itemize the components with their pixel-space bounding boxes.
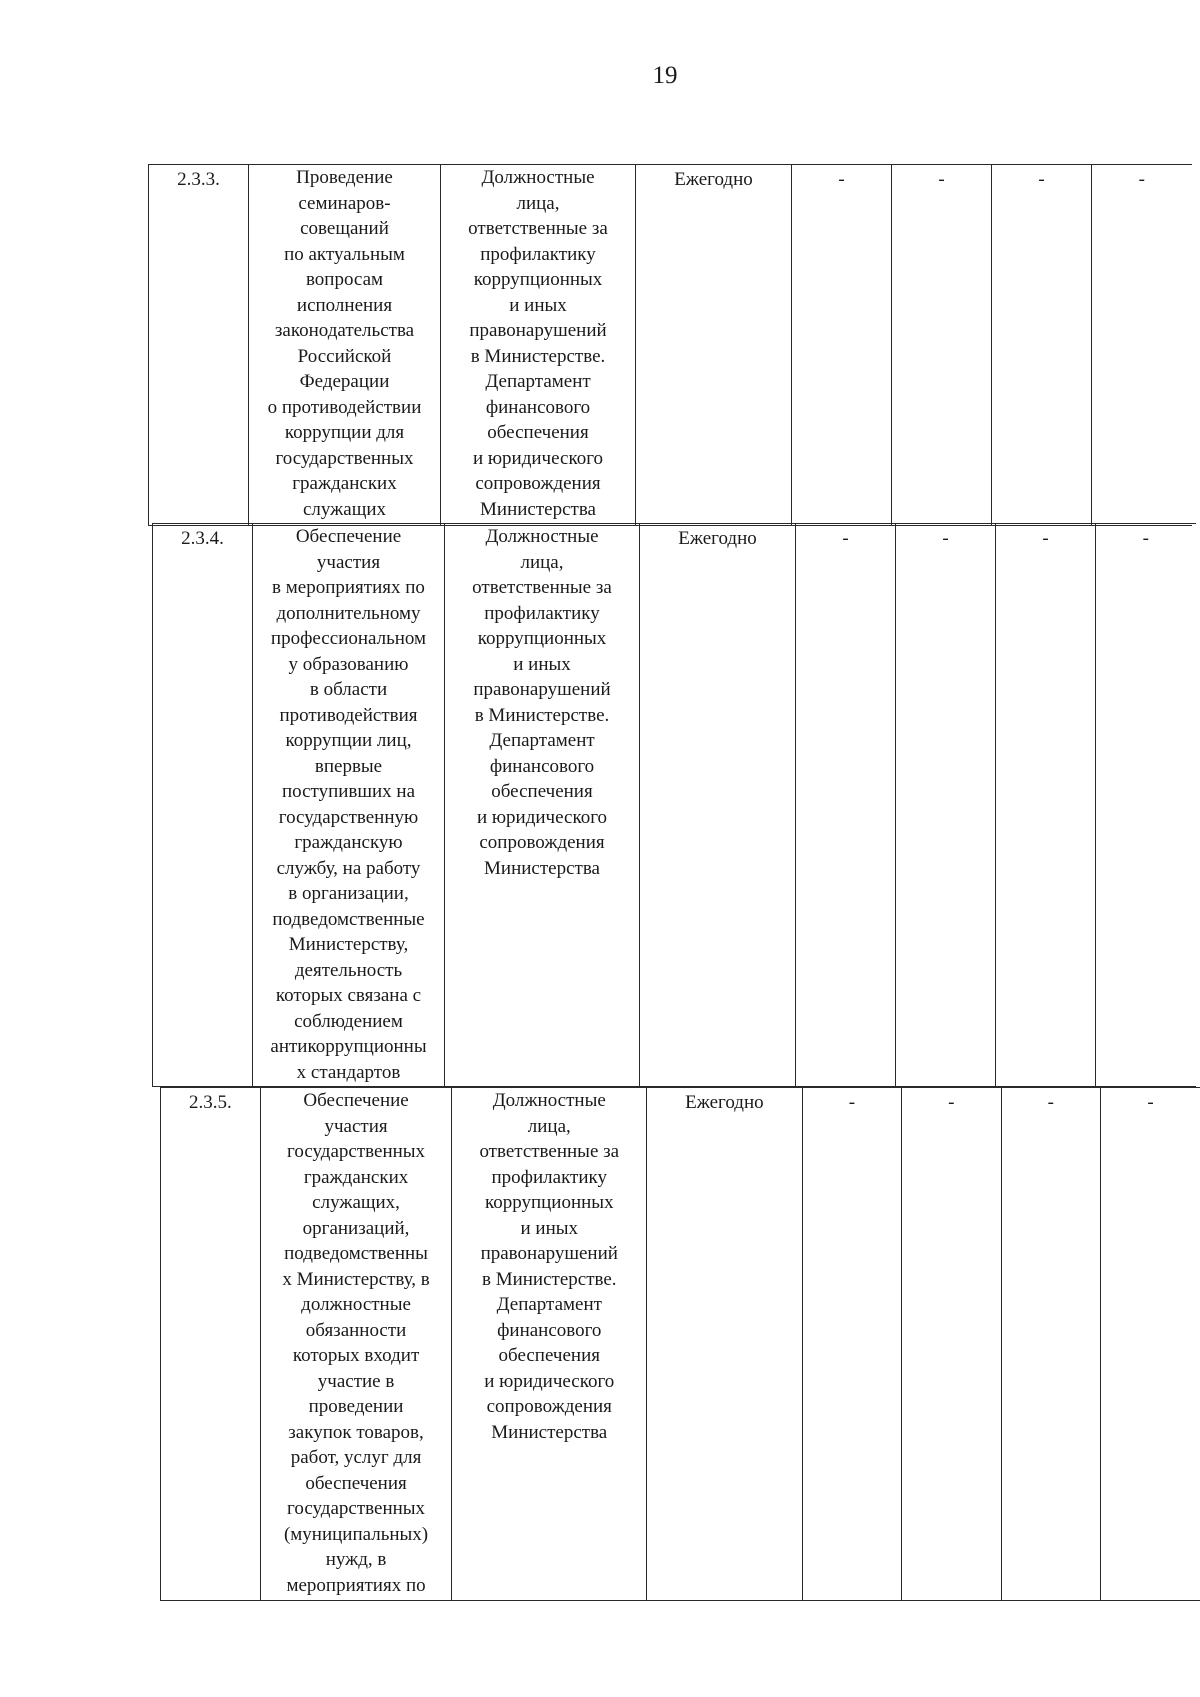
value-cell: - [792, 165, 892, 526]
activity-line: обязанности [305, 1319, 407, 1341]
page-number: 19 [652, 62, 678, 89]
activity-line: организаций, [302, 1217, 410, 1239]
responsible-line: в Министерстве. [474, 704, 610, 726]
responsible-line: профилактику [480, 243, 596, 265]
responsible-line: правонарушений [469, 320, 607, 341]
activity-line: Федерации [299, 371, 390, 392]
responsible-line: и юридического [472, 447, 604, 469]
activity-line: х Министерству, в [282, 1268, 430, 1290]
activity-line: поступивших на [281, 781, 416, 802]
activity-line: исполнения [296, 294, 393, 316]
activity-line: проведении [308, 1396, 404, 1417]
value-cell: - [996, 524, 1096, 1087]
responsible-line: лица, [527, 1115, 571, 1137]
responsible-line: финансового [485, 396, 591, 418]
activity-line: которых входит [292, 1345, 420, 1366]
responsible-line: лица, [520, 551, 564, 573]
activity-line: противодействия [279, 704, 418, 726]
responsible-cell [452, 1088, 647, 1601]
responsible-line: и иных [513, 653, 571, 675]
item-number: 2.3.3. [149, 165, 249, 526]
item-number: 2.3.5. [161, 1088, 261, 1601]
activity-line: обеспечения [305, 1472, 407, 1494]
activity-cell [249, 165, 441, 526]
activity-line: мероприятиях по [286, 1574, 426, 1596]
activity-cell [260, 1088, 452, 1601]
responsible-line: коррупционных [477, 628, 607, 649]
responsible-line: Должностные [485, 526, 599, 547]
activity-line: у образованию [288, 653, 409, 675]
responsible-line: обеспечения [491, 781, 593, 802]
activity-line: подведомственные [272, 908, 425, 930]
activity-line: должностные [301, 1294, 411, 1315]
activity-line: Обеспечение [295, 526, 402, 547]
responsible-line: ответственные за [479, 1141, 620, 1162]
activity-line: гражданских [292, 473, 397, 494]
term-cell: Ежегодно [636, 165, 792, 526]
responsible-line: ответственные за [472, 577, 612, 598]
value-cell: - [892, 165, 992, 526]
activity-line: впервые [314, 755, 383, 777]
activity-line: законодательства [274, 320, 415, 341]
activity-line: о противодействии [267, 396, 422, 418]
activity-line: коррупции лиц, [285, 730, 412, 751]
activity-line: гражданских [303, 1166, 409, 1188]
activity-line: совещаний [300, 218, 389, 239]
responsible-line: коррупционных [484, 1192, 614, 1213]
activity-line: (муниципальных) [283, 1523, 429, 1545]
activity-line: в организации, [288, 883, 409, 904]
activity-line: Проведение [296, 167, 393, 188]
activity-line: Обеспечение [303, 1090, 409, 1111]
activity-line: участие в [317, 1370, 395, 1392]
responsible-line: коррупционных [473, 269, 603, 290]
value-cell: - [796, 524, 896, 1087]
responsible-line: Департамент [485, 371, 591, 392]
responsible-line: профилактику [484, 602, 600, 624]
activity-line: государственных [275, 447, 414, 469]
activity-line: семинаров- [298, 192, 391, 214]
item-number: 2.3.4. [153, 524, 253, 1087]
responsible-line: сопровождения [486, 1396, 612, 1417]
activity-line: которых связана с [275, 985, 422, 1006]
activity-line: х стандартов [296, 1061, 401, 1083]
activity-line: соблюдением [294, 1010, 403, 1032]
table-row [148, 164, 1192, 526]
responsible-line: Департамент [489, 730, 595, 751]
responsible-line: правонарушений [480, 1243, 618, 1264]
value-cell: - [1001, 1088, 1100, 1601]
activity-line: служащих [302, 498, 387, 520]
responsible-line: обеспечения [498, 1345, 600, 1366]
responsible-line: сопровождения [479, 832, 605, 853]
responsible-line: обеспечения [487, 422, 589, 443]
activity-line: антикоррупционны [270, 1036, 427, 1057]
activity-line: нужд, в [325, 1549, 387, 1570]
responsible-line: Министерства [491, 1421, 608, 1443]
activity-line: государственных [287, 1141, 426, 1162]
responsible-line: Должностные [481, 167, 595, 188]
activity-line: в области [309, 679, 388, 700]
value-cell: - [896, 524, 996, 1087]
value-cell: - [1092, 165, 1192, 526]
value-cell: - [1100, 1088, 1200, 1601]
responsible-line: в Министерстве. [481, 1268, 617, 1290]
responsible-line: и юридического [484, 1370, 615, 1392]
activity-line: службу, на работу [276, 857, 421, 879]
activity-line: государственных [287, 1498, 426, 1519]
activity-line: государственную [278, 806, 419, 828]
activity-line: работ, услуг для [290, 1447, 422, 1468]
activity-line: подведомственны [284, 1243, 428, 1264]
responsible-line: в Министерстве. [470, 345, 606, 367]
responsible-line: и юридического [476, 806, 608, 828]
activity-line: вопросам [305, 269, 384, 290]
activity-line: служащих, [312, 1192, 400, 1213]
activity-line: коррупции для [284, 422, 405, 443]
responsible-line: профилактику [491, 1166, 607, 1188]
activity-line: участия [324, 1115, 388, 1137]
responsible-cell [445, 524, 640, 1087]
responsible-line: ответственные за [468, 218, 608, 239]
activity-line: закупок товаров, [288, 1421, 424, 1443]
responsible-line: финансового [489, 755, 595, 777]
value-cell: - [1096, 524, 1196, 1087]
responsible-line: Департамент [496, 1294, 602, 1315]
responsible-line: Должностные [492, 1090, 606, 1111]
responsible-line: лица, [516, 192, 560, 214]
activity-line: Министерству, [288, 934, 409, 955]
activity-line: участия [316, 551, 381, 573]
responsible-line: правонарушений [473, 679, 611, 700]
responsible-line: Министерства [484, 857, 600, 879]
activity-line: дополнительному [276, 602, 421, 624]
activity-line: деятельность [294, 959, 403, 981]
table-row [160, 1087, 1200, 1601]
activity-cell [253, 524, 445, 1087]
responsible-line: финансового [497, 1319, 602, 1341]
responsible-line: и иных [520, 1217, 579, 1239]
responsible-line: Министерства [480, 498, 596, 520]
value-cell: - [992, 165, 1092, 526]
value-cell: - [902, 1088, 1001, 1601]
responsible-cell [441, 165, 636, 526]
activity-line: по актуальным [284, 243, 405, 265]
activity-line: профессиональном [270, 628, 427, 649]
term-cell: Ежегодно [647, 1088, 803, 1601]
activity-line: Российской [297, 345, 392, 367]
responsible-line: и иных [509, 294, 567, 316]
term-cell: Ежегодно [640, 524, 796, 1087]
responsible-line: сопровождения [475, 473, 601, 494]
value-cell: - [802, 1088, 901, 1601]
activity-line: гражданскую [294, 832, 403, 853]
table-row [152, 523, 1196, 1087]
activity-line: в мероприятиях по [272, 577, 425, 598]
